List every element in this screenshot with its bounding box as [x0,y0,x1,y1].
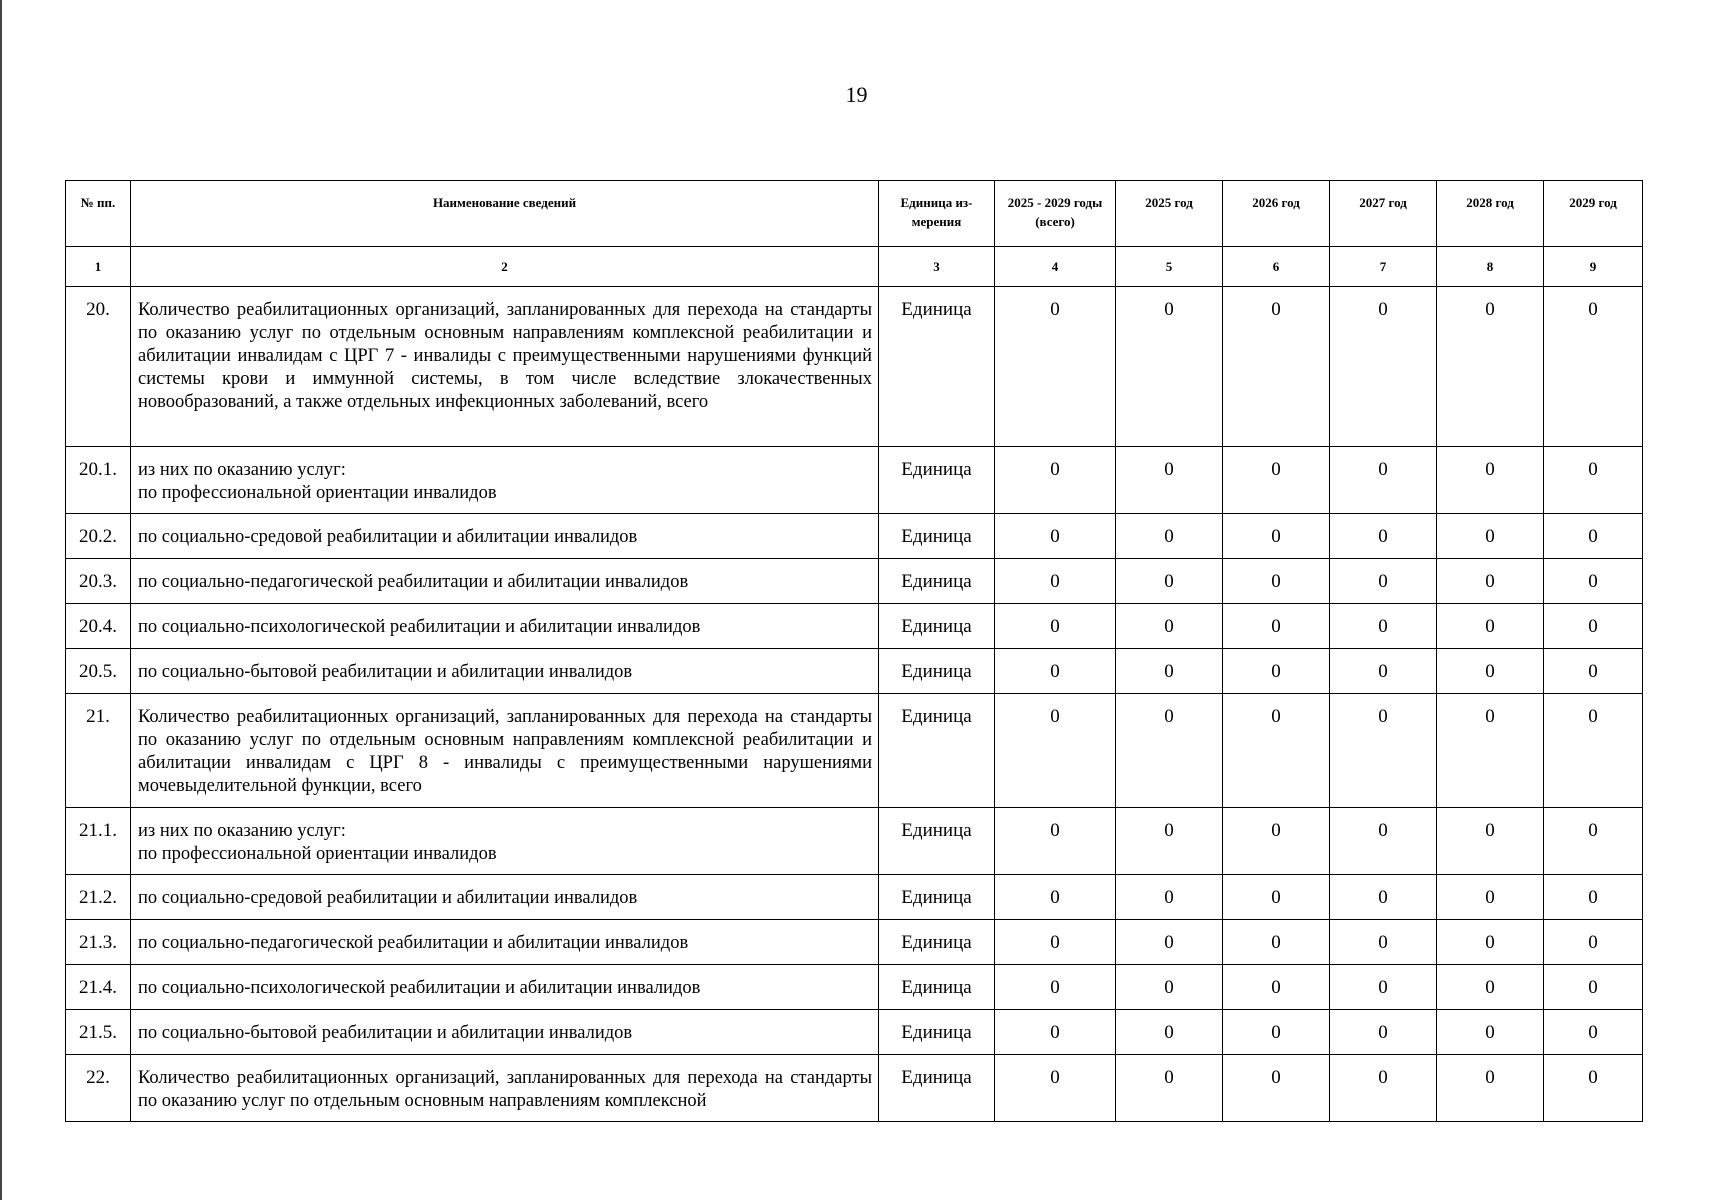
row-number: 21.5. [66,1010,131,1055]
table-row [66,920,1643,965]
table-row [66,514,1643,559]
row-value: 0 [1330,965,1437,1010]
row-value: 0 [1330,920,1437,965]
row-unit: Единица [879,808,995,875]
row-unit: Единица [879,287,995,447]
row-value: 0 [1223,694,1330,808]
row-name: по социально-педагогической реабилитации и абилитации инвалидов [131,559,879,604]
row-unit: Единица [879,920,995,965]
row-value: 0 [1330,1010,1437,1055]
row-value: 0 [1116,559,1223,604]
row-value: 0 [1116,649,1223,694]
row-value: 0 [1223,1010,1330,1055]
row-value: 0 [1437,875,1544,920]
row-value: 0 [1116,1010,1223,1055]
row-value: 0 [1544,649,1643,694]
table-row [66,694,1643,808]
row-value: 0 [1330,514,1437,559]
row-value: 0 [1544,965,1643,1010]
row-value: 0 [1437,287,1544,447]
table-row [66,649,1643,694]
row-value: 0 [995,965,1116,1010]
row-value: 0 [1437,1055,1544,1122]
row-value: 0 [1223,875,1330,920]
row-value: 0 [995,649,1116,694]
row-value: 0 [1223,604,1330,649]
row-value: 0 [1544,604,1643,649]
row-value: 0 [1437,965,1544,1010]
row-number: 21.1. [66,808,131,875]
row-value: 0 [1223,920,1330,965]
row-unit: Единица [879,604,995,649]
row-unit: Единица [879,447,995,514]
column-number: 8 [1437,247,1544,287]
row-name: по социально-педагогической реабилитации и абилитации инвалидов [131,920,879,965]
row-name [131,808,879,875]
row-value: 0 [995,1010,1116,1055]
row-value: 0 [995,514,1116,559]
header-cell-total: 2025 - 2029 годы (всего) [995,181,1116,247]
row-unit: Единица [879,514,995,559]
row-value: 0 [1437,559,1544,604]
table-row [66,1010,1643,1055]
row-value: 0 [1116,694,1223,808]
row-value: 0 [1330,649,1437,694]
row-number: 20. [66,287,131,447]
scan-left-edge [0,0,2,1200]
table-row [66,287,1643,447]
row-value: 0 [1116,287,1223,447]
header-cell-name: Наименование сведений [131,181,879,247]
header-cell-2026: 2026 год [1223,181,1330,247]
table-row [66,1055,1643,1122]
table-row [66,808,1643,875]
row-value: 0 [1223,447,1330,514]
row-value: 0 [995,694,1116,808]
column-number: 5 [1116,247,1223,287]
row-value: 0 [1116,920,1223,965]
row-name-line: из них по оказанию услуг: [138,460,346,480]
data-table [65,180,1643,1122]
row-value: 0 [1330,1055,1437,1122]
row-number: 20.4. [66,604,131,649]
row-value: 0 [995,447,1116,514]
row-value: 0 [995,287,1116,447]
row-value: 0 [1544,559,1643,604]
row-unit: Единица [879,1055,995,1122]
table-row [66,604,1643,649]
row-value: 0 [1437,514,1544,559]
row-value: 0 [1544,1055,1643,1122]
row-name-line: из них по оказанию услуг: [138,821,346,841]
row-value: 0 [995,808,1116,875]
row-value: 0 [1544,694,1643,808]
table-row [66,447,1643,514]
row-unit: Единица [879,694,995,808]
row-value: 0 [1330,808,1437,875]
row-value: 0 [995,920,1116,965]
row-unit: Единица [879,1010,995,1055]
row-number: 21. [66,694,131,808]
row-number: 21.2. [66,875,131,920]
row-value: 0 [1223,1055,1330,1122]
row-name: по социально-бытовой реабилитации и абилитации инвалидов [131,649,879,694]
column-number: 1 [66,247,131,287]
row-name: Количество реабилитационных организаций, запланированных для перехода на стандарты по оказанию услуг по отдельным основным направлениям комплексной реабилитации и абилитации инвалидам с ЦРГ 8 - инвалиды с преимущественными нарушениями мочевыделительной функции, всего [131,694,879,808]
column-number: 7 [1330,247,1437,287]
header-cell-2027: 2027 год [1330,181,1437,247]
row-unit: Единица [879,965,995,1010]
row-value: 0 [1116,808,1223,875]
row-value: 0 [1330,875,1437,920]
header-row [66,181,1643,247]
row-number: 20.1. [66,447,131,514]
row-value: 0 [1223,287,1330,447]
row-value: 0 [1437,447,1544,514]
row-value: 0 [1116,965,1223,1010]
row-value: 0 [1544,920,1643,965]
column-number: 2 [131,247,879,287]
column-number: 9 [1544,247,1643,287]
row-unit: Единица [879,559,995,604]
row-value: 0 [995,875,1116,920]
row-name: по социально-средовой реабилитации и абилитации инвалидов [131,875,879,920]
row-value: 0 [1544,1010,1643,1055]
table-row [66,559,1643,604]
row-value: 0 [1437,920,1544,965]
row-value: 0 [1116,1055,1223,1122]
header-cell-2029: 2029 год [1544,181,1643,247]
row-number: 20.2. [66,514,131,559]
header-cell-2025: 2025 год [1116,181,1223,247]
column-number: 4 [995,247,1116,287]
row-name-line: по профессиональной ориентации инвалидов [138,483,497,503]
row-value: 0 [1223,965,1330,1010]
column-number: 3 [879,247,995,287]
row-value: 0 [1116,514,1223,559]
row-name [131,447,879,514]
row-value: 0 [1544,808,1643,875]
row-value: 0 [995,1055,1116,1122]
row-unit: Единица [879,649,995,694]
row-name: по социально-средовой реабилитации и абилитации инвалидов [131,514,879,559]
row-value: 0 [1330,559,1437,604]
row-name-line: по профессиональной ориентации инвалидов [138,844,497,864]
row-value: 0 [1330,447,1437,514]
row-value: 0 [1544,514,1643,559]
row-name: Количество реабилитационных организаций, запланированных для перехода на стандарты по оказанию услуг по отдельным основным направлениям комплексной реабилитации и абилитации инвалидам с ЦРГ 7 - инвалиды с преимущественными нарушениями функций системы крови и иммунной системы, в том числе вследствие злокачественных новообразований, а также отдельных инфекционных заболеваний, всего [131,287,879,447]
row-value: 0 [1437,604,1544,649]
table-row [66,965,1643,1010]
row-value: 0 [1544,447,1643,514]
row-number: 20.5. [66,649,131,694]
row-value: 0 [1223,649,1330,694]
header-cell-2028: 2028 год [1437,181,1544,247]
row-number: 22. [66,1055,131,1122]
row-unit: Единица [879,875,995,920]
row-name: по социально-психологической реабилитации и абилитации инвалидов [131,604,879,649]
header-cell-num: № пп. [66,181,131,247]
row-value: 0 [1223,559,1330,604]
row-value: 0 [995,604,1116,649]
row-value: 0 [1330,287,1437,447]
row-value: 0 [1116,447,1223,514]
row-value: 0 [1437,649,1544,694]
row-value: 0 [995,559,1116,604]
column-number: 6 [1223,247,1330,287]
row-name: Количество реабилитационных организаций, запланированных для перехода на стандарты по оказанию услуг по отдельным основным направлениям комплексной [131,1055,879,1122]
row-value: 0 [1437,808,1544,875]
row-value: 0 [1330,604,1437,649]
row-value: 0 [1116,604,1223,649]
row-name: по социально-бытовой реабилитации и абилитации инвалидов [131,1010,879,1055]
header-cell-unit: Единица из-мерения [879,181,995,247]
row-number: 21.3. [66,920,131,965]
row-value: 0 [1437,1010,1544,1055]
row-number: 21.4. [66,965,131,1010]
row-value: 0 [1544,287,1643,447]
row-number: 20.3. [66,559,131,604]
row-value: 0 [1437,694,1544,808]
row-value: 0 [1223,514,1330,559]
row-value: 0 [1116,875,1223,920]
column-number-row [66,247,1643,287]
row-value: 0 [1223,808,1330,875]
row-name: по социально-психологической реабилитации и абилитации инвалидов [131,965,879,1010]
page-number: 19 [845,82,868,107]
row-value: 0 [1330,694,1437,808]
table-row [66,875,1643,920]
row-value: 0 [1544,875,1643,920]
